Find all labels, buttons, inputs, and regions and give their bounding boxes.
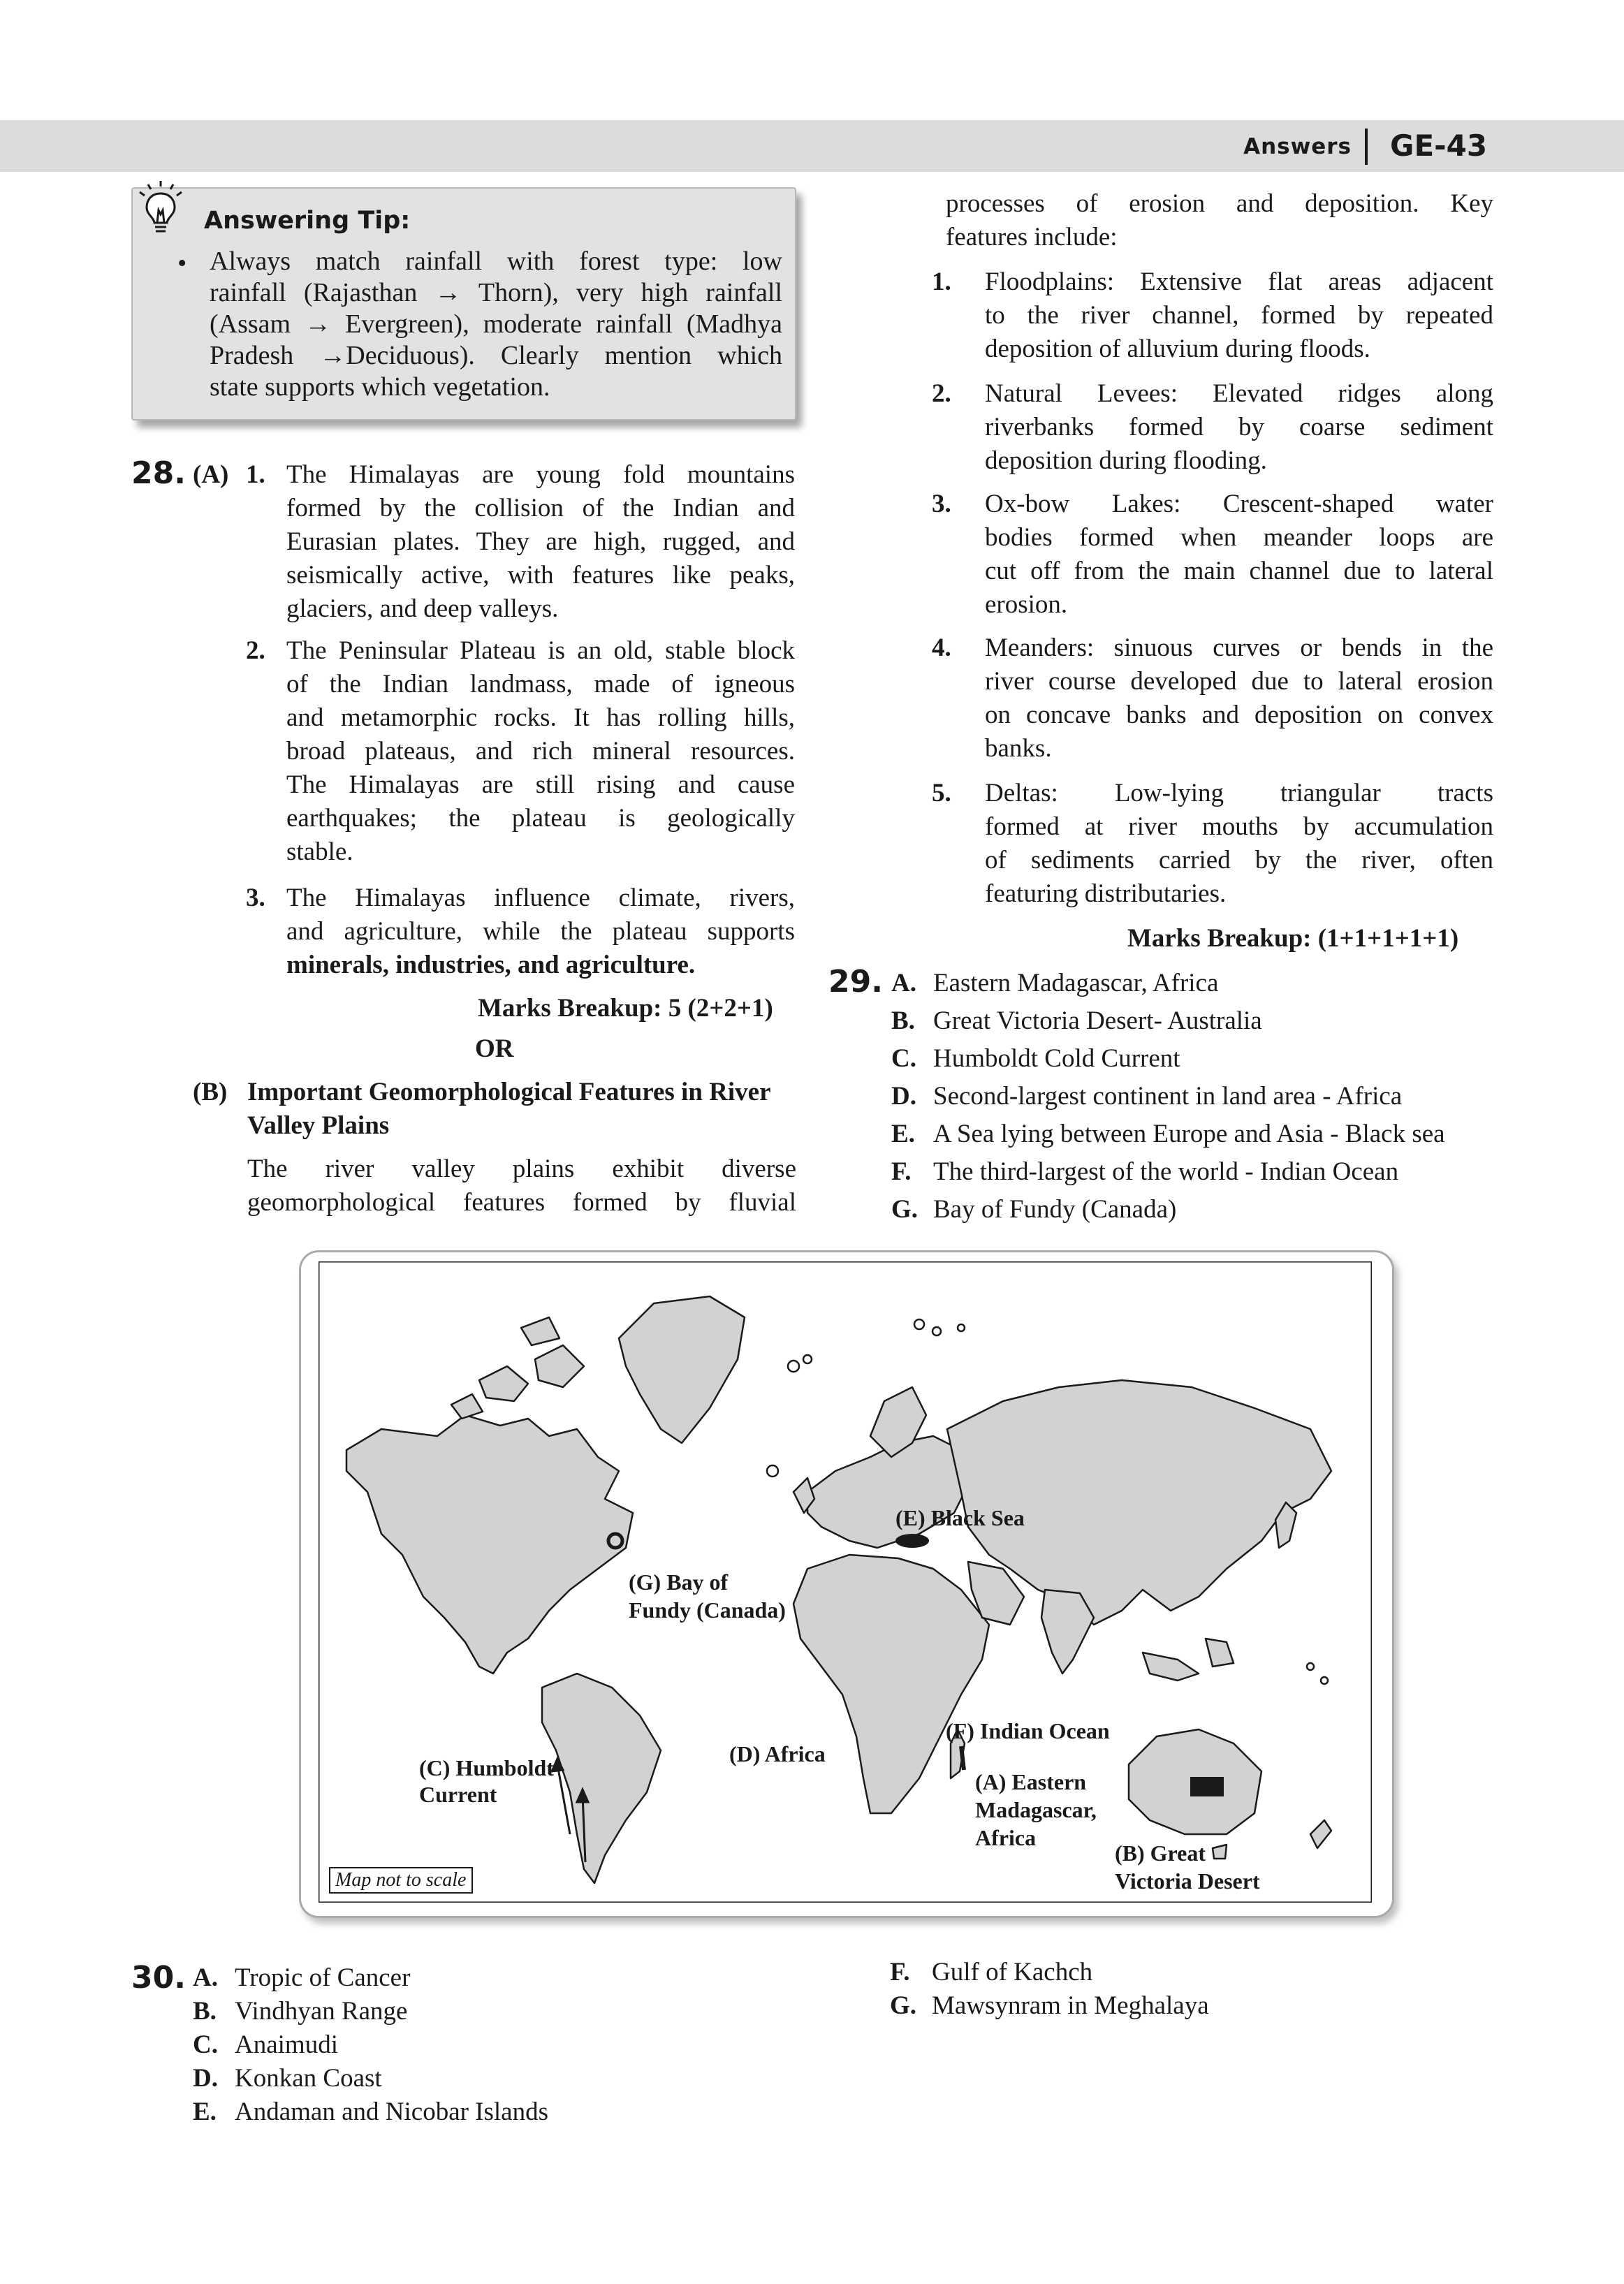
- item-number: 1.: [932, 268, 951, 296]
- feature-levees: [985, 377, 1493, 478]
- answer-letter: E.: [891, 1120, 915, 1148]
- answer-item: [891, 1118, 1506, 1155]
- label-indian-ocean: (F) Indian Ocean: [946, 1718, 1110, 1743]
- text-line: to the river channel, formed by repeated: [985, 301, 1493, 330]
- text-line: features include:: [946, 223, 1118, 251]
- answer-letter: B.: [891, 1006, 915, 1035]
- answer-item: [890, 1989, 1505, 2023]
- text-line: formed by the collision of the Indian and: [286, 494, 795, 522]
- text-line: and metamorphic rocks. It has rolling hills,: [286, 703, 795, 732]
- text-line: Ox-bow Lakes: Crescent-shaped water: [985, 490, 1493, 518]
- label-madagascar: Africa: [975, 1825, 1037, 1850]
- answer-item: [193, 2062, 821, 2095]
- item-number: 3.: [246, 884, 265, 912]
- text-line: processes of erosion and deposition. Key: [946, 189, 1493, 218]
- tip-text: [210, 246, 782, 403]
- answer-letter: F.: [891, 1157, 912, 1186]
- answer-text: Bay of Fundy (Canada): [933, 1195, 1177, 1224]
- heading-line: Important Geomorphological Features in River: [247, 1078, 771, 1106]
- answer-item: [891, 967, 1506, 1004]
- text-line: cut off from the main channel due to lateral: [985, 557, 1493, 585]
- text-line: The river valley plains exhibit diverse: [247, 1155, 796, 1183]
- text-line: riverbanks formed by coarse sediment: [985, 413, 1493, 441]
- answer-text: Second-largest continent in land area - Africa: [933, 1082, 1403, 1111]
- answer-item: [891, 1004, 1506, 1042]
- feature-floodplains: [985, 265, 1493, 366]
- black-sea-marker: [895, 1534, 929, 1548]
- text-line: geomorphological features formed by fluvial: [247, 1188, 796, 1217]
- text-line: stable.: [286, 837, 353, 866]
- label-humboldt: (C) Humboldt: [419, 1755, 554, 1780]
- answer-letter: C.: [193, 2030, 218, 2059]
- answer-letter: G.: [890, 1991, 917, 2020]
- part-label-b: (B): [193, 1078, 228, 1106]
- label-madagascar: Madagascar,: [975, 1797, 1097, 1822]
- tip-bullet: •: [177, 249, 187, 278]
- answer-text: A Sea lying between Europe and Asia - Black sea: [933, 1120, 1445, 1148]
- text-line: Natural Levees: Elevated ridges along: [985, 379, 1493, 408]
- question-number: 28.: [131, 455, 186, 491]
- text-line: seismically active, with features like peaks,: [286, 561, 795, 590]
- answer-letter: A.: [193, 1963, 218, 1992]
- text-line: on concave banks and deposition on convex: [985, 701, 1493, 729]
- scale-note: Map not to scale: [335, 1869, 467, 1891]
- text-line: minerals, industries, and agriculture.: [286, 951, 696, 979]
- intro-b-right: [946, 187, 1493, 254]
- text-line: Deltas: Low-lying triangular tracts: [985, 779, 1493, 807]
- text-line: river course developed due to lateral erosion: [985, 667, 1493, 696]
- intro-b-left: [247, 1152, 796, 1220]
- item-number: 2.: [932, 379, 951, 408]
- answer-letter: B.: [193, 1997, 217, 2026]
- feature-deltas: [985, 777, 1493, 911]
- feature-oxbow: [985, 488, 1493, 622]
- text-line: formed at river mouths by accumulation: [985, 812, 1493, 841]
- label-bay-of-fundy: Fundy (Canada): [629, 1597, 786, 1623]
- item-number: 1.: [246, 460, 265, 489]
- answer-letter: E.: [193, 2098, 217, 2126]
- header-divider: [1365, 129, 1368, 165]
- marks-breakup-b: Marks Breakup: (1+1+1+1+1): [1127, 924, 1459, 953]
- text-line: of sediments carried by the river, often: [985, 846, 1493, 874]
- tip-line: Pradesh →Deciduous). Clearly mention which: [210, 341, 782, 370]
- q30-answer-list-left: [193, 1961, 821, 2129]
- answer-text: Humboldt Cold Current: [933, 1044, 1180, 1073]
- text-line: of the Indian landmass, made of igneous: [286, 670, 795, 698]
- great-victoria-desert-marker: [1190, 1777, 1224, 1796]
- answer-letter: D.: [891, 1082, 916, 1111]
- q29-answer-list: [891, 967, 1506, 1231]
- heading-line: Valley Plains: [247, 1111, 390, 1140]
- text-line: Floodplains: Extensive flat areas adjacent: [985, 268, 1493, 296]
- answer-item: [890, 1956, 1505, 1989]
- text-line: Eurasian plates. They are high, rugged, and: [286, 527, 795, 556]
- q30-answer-list-right: [890, 1956, 1505, 2023]
- answer-item: [193, 2095, 821, 2129]
- lightbulb-icon: [133, 178, 189, 241]
- answer-item: [891, 1080, 1506, 1118]
- eastern-madagascar-marker: [961, 1746, 964, 1770]
- tip-line: rainfall (Rajasthan → Thorn), very high rainfall: [210, 278, 782, 307]
- q28-item-3: [286, 881, 795, 982]
- page-number: GE-43: [1390, 129, 1488, 163]
- header-band: [0, 120, 1624, 172]
- feature-meanders: [985, 631, 1493, 766]
- part-label-a: (A): [193, 460, 229, 489]
- text-line: earthquakes; the plateau is geologically: [286, 804, 795, 833]
- answer-text: Eastern Madagascar, Africa: [933, 969, 1219, 997]
- text-line: featuring distributaries.: [985, 879, 1227, 908]
- answer-text: Anaimudi: [235, 2030, 338, 2059]
- text-line: deposition during flooding.: [985, 446, 1267, 475]
- answer-text: Mawsynram in Meghalaya: [932, 1991, 1209, 2020]
- label-black-sea: (E) Black Sea: [895, 1505, 1025, 1530]
- tip-line: Always match rainfall with forest type: low: [210, 247, 782, 276]
- label-humboldt: Current: [419, 1782, 497, 1807]
- answer-item: [193, 2028, 821, 2062]
- answer-text: Vindhyan Range: [235, 1997, 408, 2026]
- item-number: 4.: [932, 634, 951, 662]
- label-africa: (D) Africa: [729, 1741, 826, 1766]
- text-line: broad plateaus, and rich mineral resources.: [286, 737, 795, 766]
- world-map: [319, 1261, 1372, 1903]
- answer-item: [891, 1193, 1506, 1231]
- text-line: bodies formed when meander loops are: [985, 523, 1493, 552]
- text-line: banks.: [985, 734, 1052, 763]
- label-bay-of-fundy: (G) Bay of: [629, 1569, 729, 1595]
- label-victoria-desert: (B) Great: [1115, 1840, 1206, 1866]
- tasmania: [1213, 1845, 1227, 1859]
- label-victoria-desert: Victoria Desert: [1115, 1868, 1260, 1894]
- text-line: and agriculture, while the plateau supports: [286, 917, 795, 946]
- label-madagascar: (A) Eastern: [975, 1769, 1087, 1794]
- answer-text: Tropic of Cancer: [235, 1963, 411, 1992]
- question-number: 29.: [828, 964, 883, 1000]
- item-number: 2.: [246, 636, 265, 665]
- item-number: 3.: [932, 490, 951, 518]
- tip-line: (Assam → Evergreen), moderate rainfall (Madhya: [210, 309, 782, 339]
- text-line: deposition of alluvium during floods.: [985, 335, 1370, 363]
- answer-letter: G.: [891, 1195, 919, 1224]
- text-line: The Peninsular Plateau is an old, stable block: [286, 636, 795, 665]
- answer-item: [193, 1995, 821, 2028]
- item-number: 5.: [932, 779, 951, 807]
- answer-item: [193, 1961, 821, 1995]
- answer-letter: A.: [891, 969, 916, 997]
- text-line: The Himalayas are still rising and cause: [286, 770, 795, 799]
- q28-item-2: [286, 634, 795, 869]
- answer-text: Andaman and Nicobar Islands: [235, 2098, 549, 2126]
- marks-breakup-a: Marks Breakup: 5 (2+2+1): [478, 994, 773, 1023]
- answer-item: [891, 1155, 1506, 1193]
- answer-item: [891, 1042, 1506, 1080]
- tip-title: Answering Tip:: [204, 207, 411, 235]
- text-line: Meanders: sinuous curves or bends in the: [985, 634, 1493, 662]
- answer-text: Gulf of Kachch: [932, 1958, 1093, 1986]
- answer-text: The third-largest of the world - Indian Ocean: [933, 1157, 1399, 1186]
- q28-item-1: [286, 458, 795, 626]
- text-line: The Himalayas influence climate, rivers,: [286, 884, 795, 912]
- answer-text: Konkan Coast: [235, 2064, 382, 2093]
- or-divider: OR: [475, 1034, 514, 1063]
- tip-line: state supports which vegetation.: [210, 372, 550, 402]
- question-number: 30.: [131, 1960, 186, 1996]
- answer-letter: C.: [891, 1044, 916, 1073]
- answer-text: Great Victoria Desert- Australia: [933, 1006, 1262, 1035]
- text-line: erosion.: [985, 590, 1068, 619]
- answer-letter: F.: [890, 1958, 910, 1986]
- header-section-title: Answers: [1243, 134, 1352, 159]
- text-line: glaciers, and deep valleys.: [286, 594, 559, 623]
- heading-b: [247, 1076, 796, 1143]
- answer-letter: D.: [193, 2064, 218, 2093]
- text-line: The Himalayas are young fold mountains: [286, 460, 795, 489]
